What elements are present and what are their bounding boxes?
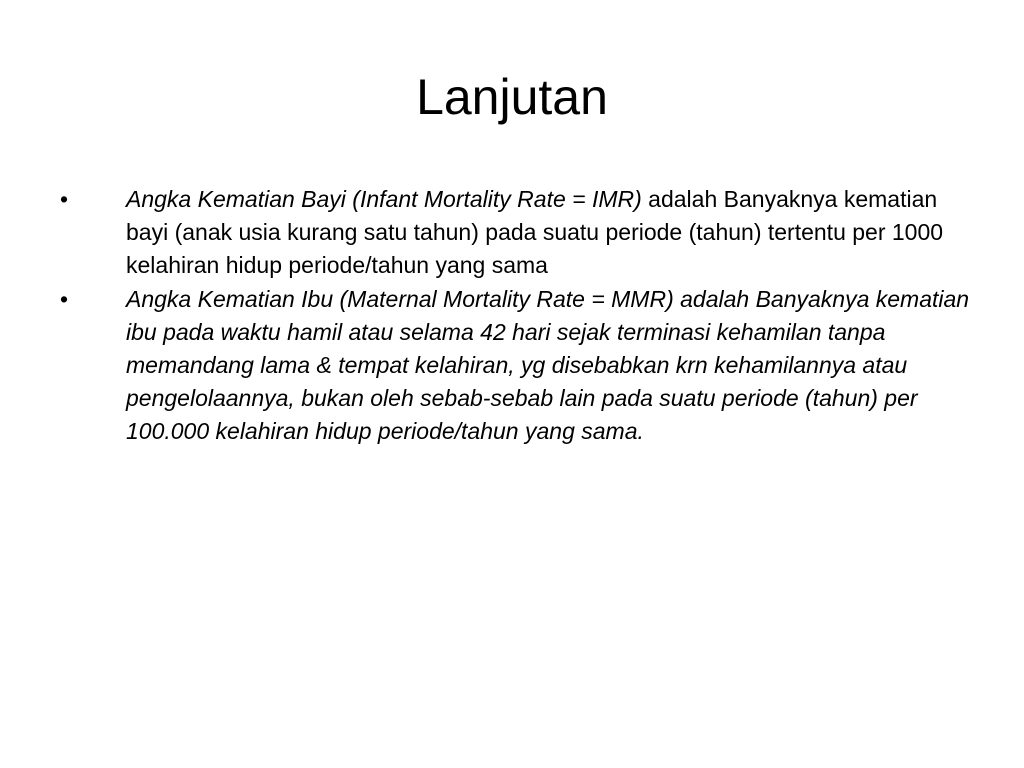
bullet-term: Angka Kematian Bayi (Infant Mortality Rate = IMR) [126, 186, 642, 212]
slide-title: Lanjutan [416, 69, 608, 125]
bullet-icon: • [60, 186, 69, 212]
bullet-text [126, 283, 980, 448]
bullet-list [60, 183, 980, 449]
bullet-definition: adalah Banyaknya kematian bayi (anak usia kurang satu tahun) pada suatu periode (tahun) tertentu per 1000 kelahiran hidup periode/tahun yang sama [126, 186, 944, 278]
bullet-item-imr [60, 183, 980, 282]
bullet-text [126, 183, 980, 282]
bullet-icon: • [60, 286, 69, 312]
bullet-item-mmr [60, 283, 980, 448]
bullet-term: Angka Kematian Ibu (Maternal Mortality Rate = MMR) adalah Banyaknya kematian ibu pada waktu hamil atau selama 42 hari sejak terminasi kehamilan tanpa memandang lama & tempat kelahiran, yg disebabkan krn kehamilannya atau pengelolaannya, bukan oleh sebab-sebab lain pada suatu periode (tahun) per 100.000 kelahiran hidup periode/tahun yang sama. [126, 286, 970, 444]
